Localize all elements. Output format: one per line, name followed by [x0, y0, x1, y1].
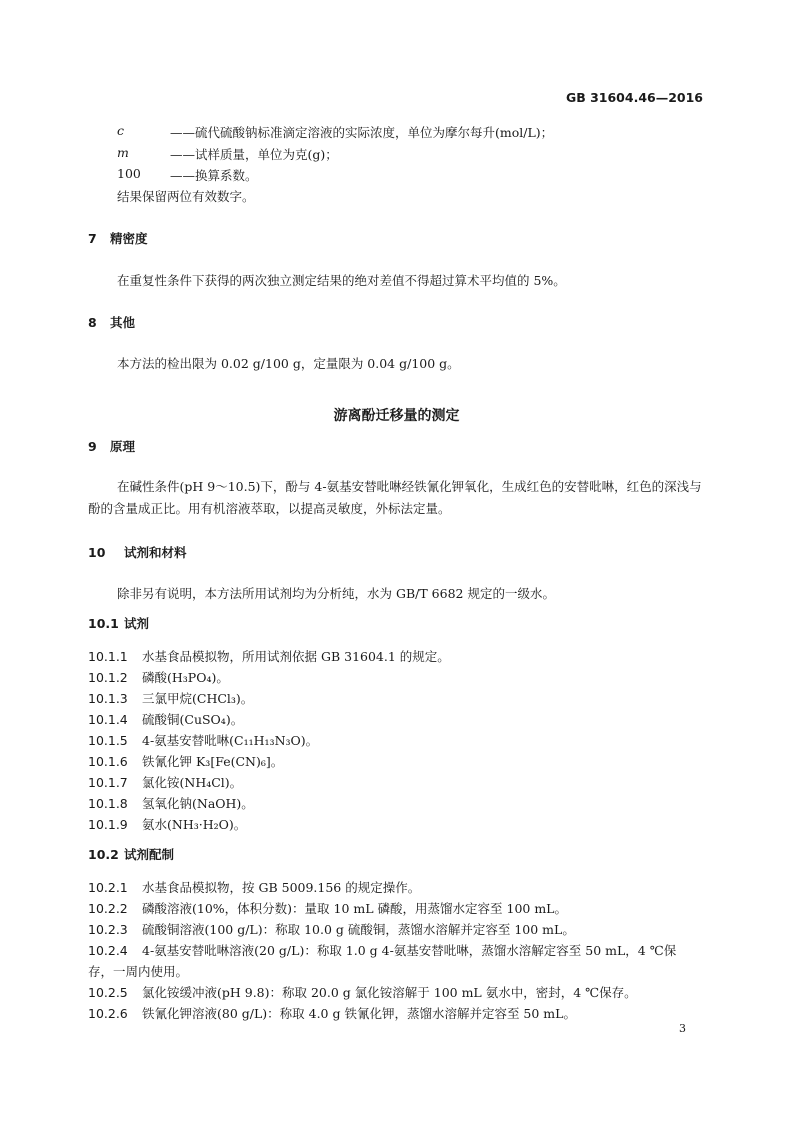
- section-title: 精密度: [110, 231, 148, 246]
- part-title: 游离酚迁移量的测定: [333, 408, 460, 424]
- item-text: 存，一周内使用。: [88, 964, 189, 979]
- variable-description: ——硫代硫酸钠标准滴定溶液的实际浓度，单位为摩尔每升(mol/L)；: [170, 125, 554, 140]
- item-text: 三氯甲烷(CHCl₃)。: [142, 691, 254, 706]
- item-text: 磷酸溶液(10%，体积分数)：量取 10 mL 磷酸，用蒸馏水定容至 100 mL。: [142, 901, 567, 916]
- item-text: 磷酸(H₃PO₄)。: [142, 670, 229, 685]
- list-item: [88, 710, 243, 728]
- item-number: 10.1.8: [88, 796, 128, 811]
- list-item: [88, 1004, 576, 1022]
- variable-description: ——试样质量，单位为克(g)；: [170, 147, 338, 162]
- variable-description: ——换算系数。: [170, 168, 258, 183]
- list-item: [88, 647, 450, 665]
- list-item: [88, 668, 229, 686]
- section-9-text: 在碱性条件(pH 9～10.5)下，酚与 4-氨基安替吡啉经铁氰化钾氧化，生成红色的安替吡啉，红色的深浅与酚的含量成正比。用有机溶液萃取，以提高灵敏度，外标法定量。: [88, 479, 702, 516]
- variable-symbol: 100: [117, 166, 141, 181]
- list-item: [88, 920, 575, 938]
- list-item-continuation: [88, 962, 188, 980]
- list-item: [88, 878, 420, 896]
- section-number: 10.1: [88, 616, 119, 631]
- item-text: 4-氨基安替吡啉(C₁₁H₁₃N₃O)。: [142, 733, 319, 748]
- section-number: 10: [88, 545, 106, 560]
- section-8-text: 本方法的检出限为 0.02 g/100 g，定量限为 0.04 g/100 g。: [117, 356, 460, 371]
- section-heading-10: [88, 543, 187, 561]
- page-number: 3: [679, 1022, 686, 1035]
- item-number: 10.2.2: [88, 901, 128, 916]
- document-code: GB 31604.46—2016: [565, 90, 703, 105]
- item-text: 氨水(NH₃·H₂O)。: [142, 817, 247, 832]
- section-heading-8: [88, 313, 135, 331]
- list-item: [88, 752, 283, 770]
- section-heading-7: [88, 229, 148, 247]
- item-text: 4-氨基安替吡啉溶液(20 g/L)：称取 1.0 g 4-氨基安替吡啉，蒸馏水溶解定容至 50 mL，4 ℃保: [142, 943, 677, 958]
- item-number: 10.1.5: [88, 733, 128, 748]
- item-number: 10.2.6: [88, 1006, 128, 1021]
- item-number: 10.1.4: [88, 712, 128, 727]
- section-title: 试剂和材料: [124, 545, 187, 560]
- list-item: [88, 941, 676, 959]
- item-number: 10.2.3: [88, 922, 128, 937]
- item-text: 硫酸铜(CuSO₄)。: [142, 712, 244, 727]
- section-title: 其他: [110, 315, 136, 330]
- result-note: 结果保留两位有效数字。: [117, 189, 255, 204]
- list-item: [88, 794, 254, 812]
- item-text: 铁氰化钾 K₃[Fe(CN)₆]。: [142, 754, 284, 769]
- item-text: 氯化铵缓冲液(pH 9.8)：称取 20.0 g 氯化铵溶解于 100 mL 氨水中，密封，4 ℃保存。: [142, 985, 637, 1000]
- item-number: 10.1.7: [88, 775, 128, 790]
- list-item: [88, 689, 253, 707]
- variable-symbol: c: [117, 123, 125, 138]
- variable-symbol: m: [117, 145, 129, 160]
- item-text: 氢氧化钠(NaOH)。: [142, 796, 254, 811]
- section-heading-10-2: [88, 845, 174, 863]
- list-item: [88, 773, 242, 791]
- item-number: 10.2.1: [88, 880, 128, 895]
- item-number: 10.1.6: [88, 754, 128, 769]
- section-number: 10.2: [88, 847, 119, 862]
- item-number: 10.2.4: [88, 943, 128, 958]
- section-heading-10-1: [88, 614, 149, 632]
- item-text: 水基食品模拟物，按 GB 5009.156 的规定操作。: [142, 880, 421, 895]
- section-heading-9: [88, 437, 135, 455]
- section-number: 9: [88, 439, 97, 454]
- item-text: 水基食品模拟物，所用试剂依据 GB 31604.1 的规定。: [142, 649, 450, 664]
- section-title: 试剂配制: [124, 847, 175, 862]
- item-text: 硫酸铜溶液(100 g/L)：称取 10.0 g 硫酸铜，蒸馏水溶解并定容至 100 mL。: [142, 922, 575, 937]
- section-7-text: 在重复性条件下获得的两次独立测定结果的绝对差值不得超过算术平均值的 5%。: [117, 273, 566, 288]
- item-number: 10.1.1: [88, 649, 128, 664]
- item-number: 10.1.2: [88, 670, 128, 685]
- section-10-text: 除非另有说明，本方法所用试剂均为分析纯，水为 GB/T 6682 规定的一级水。: [117, 586, 555, 601]
- item-number: 10.2.5: [88, 985, 128, 1000]
- section-number: 8: [88, 315, 97, 330]
- list-item: [88, 983, 637, 1001]
- item-text: 铁氰化钾溶液(80 g/L)：称取 4.0 g 铁氰化钾，蒸馏水溶解并定容至 50 mL。: [142, 1006, 576, 1021]
- list-item: [88, 815, 246, 833]
- item-number: 10.1.3: [88, 691, 128, 706]
- section-title: 原理: [110, 439, 136, 454]
- list-item: [88, 899, 567, 917]
- section-number: 7: [88, 231, 97, 246]
- item-text: 氯化铵(NH₄Cl)。: [142, 775, 243, 790]
- section-title: 试剂: [124, 616, 150, 631]
- list-item: [88, 731, 318, 749]
- item-number: 10.1.9: [88, 817, 128, 832]
